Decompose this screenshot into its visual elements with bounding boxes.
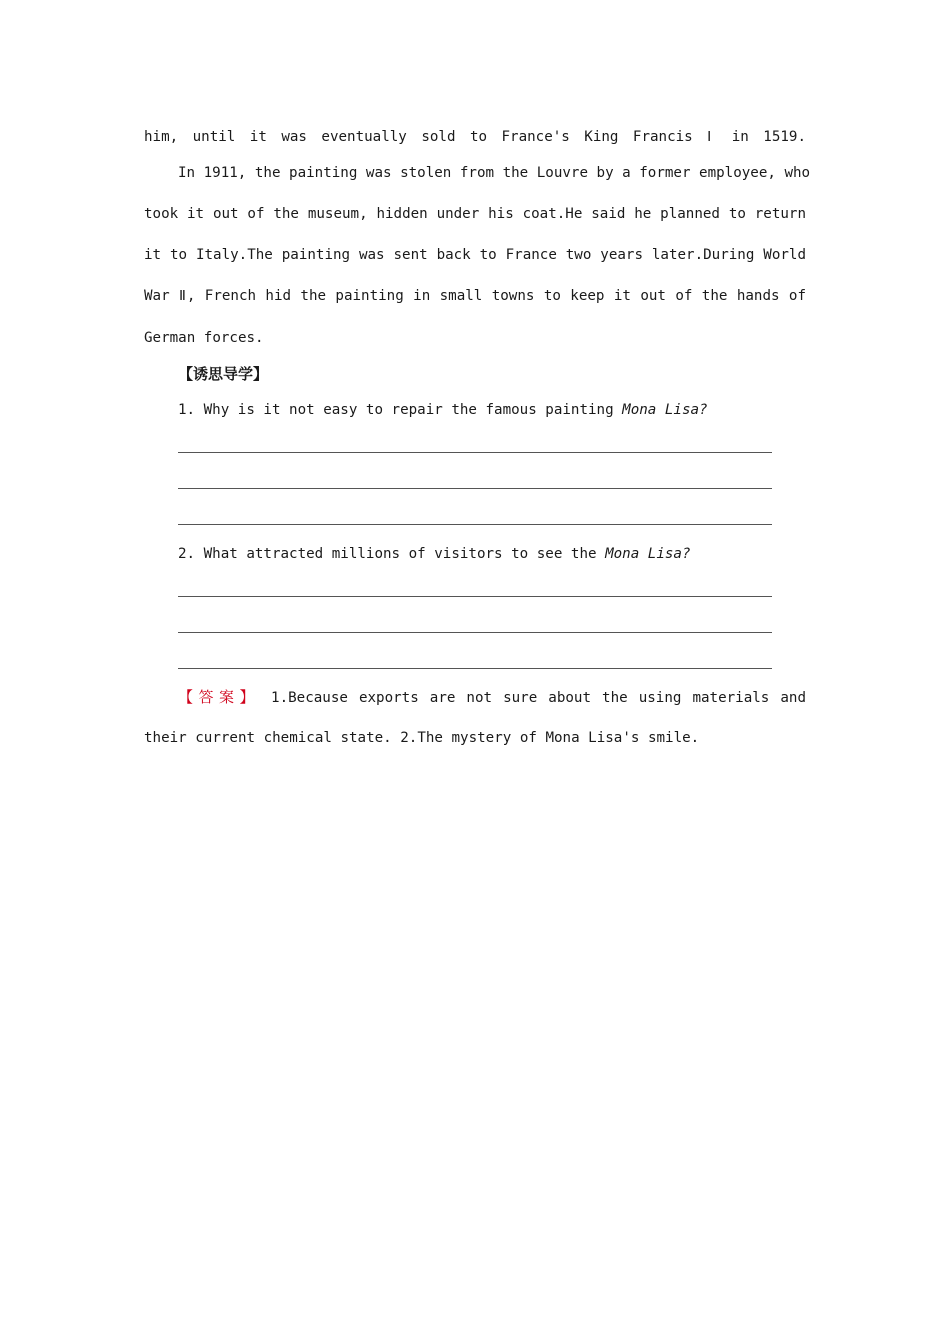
- question-1-title: Mona Lisa?: [622, 402, 708, 418]
- answer-blank-line[interactable]: [178, 488, 772, 489]
- answer-tag: 【答案】: [178, 688, 260, 706]
- question-2-text: 2. What attracted millions of visitors to see the: [178, 546, 606, 562]
- answer-blank-line[interactable]: [178, 524, 772, 525]
- passage-line-4: it to Italy.The painting was sent back to France two years later.During World: [144, 247, 806, 263]
- passage-line-2: In 1911, the painting was stolen from the Louvre by a former employee, who: [178, 165, 811, 181]
- answer-line-1: [178, 687, 806, 708]
- answer-blank-line[interactable]: [178, 632, 772, 633]
- answer-blank-line[interactable]: [178, 596, 772, 597]
- passage-line-5: War Ⅱ, French hid the painting in small towns to keep it out of the hands of: [144, 288, 806, 304]
- answer-blank-line[interactable]: [178, 668, 772, 669]
- answer-blank-line[interactable]: [178, 452, 772, 453]
- question-2: [178, 544, 691, 564]
- question-2-title: Mona Lisa?: [605, 546, 691, 562]
- answer-text-1: 1.Because exports are not sure about the using materials and: [271, 690, 806, 706]
- question-1-text: 1. Why is it not easy to repair the famous painting: [178, 402, 623, 418]
- passage-line-1: him, until it was eventually sold to France's King Francis Ⅰ in 1519.: [144, 129, 806, 145]
- passage-line-3: took it out of the museum, hidden under his coat.He said he planned to return: [144, 206, 806, 222]
- passage-line-6: German forces.: [144, 330, 264, 346]
- section-heading: 【诱思导学】: [178, 365, 269, 383]
- question-1: [178, 400, 708, 420]
- answer-line-2: their current chemical state. 2.The mystery of Mona Lisa's smile.: [144, 730, 700, 746]
